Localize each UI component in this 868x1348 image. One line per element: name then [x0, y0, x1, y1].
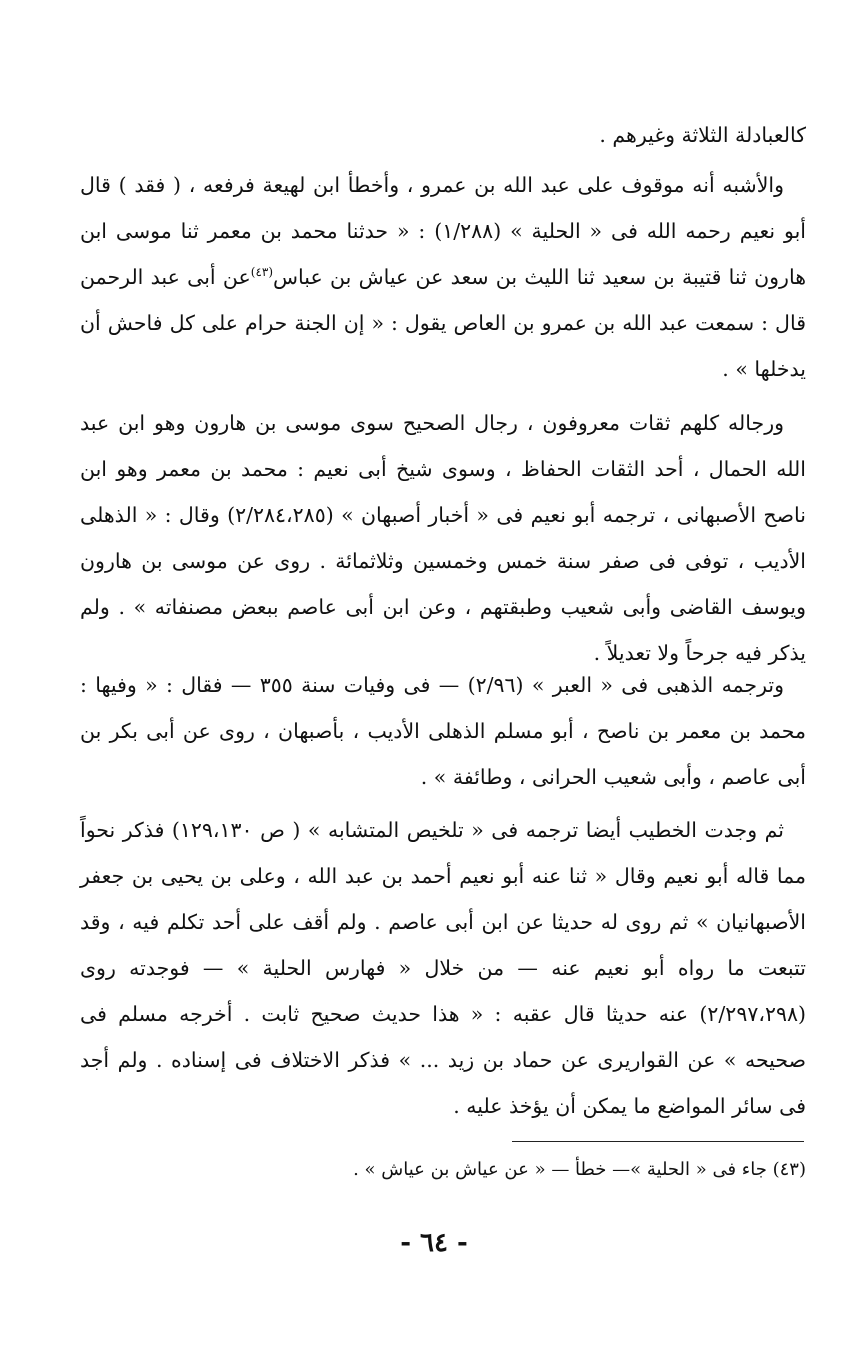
paragraph-3 [80, 662, 806, 800]
footnote: (٤٣) جاء فى « الحلية »— خطأ — « عن عياش بن عياش » . [353, 1159, 806, 1180]
paragraph-1 [80, 162, 806, 392]
page-number: - ٦٤ - [400, 1228, 468, 1258]
paragraph-2-text: ورجاله كلهم ثقات معروفون ، رجال الصحيح سوى موسى بن هارون وهو ابن عبد الله الحمال ، أحد الثقات الحفاظ ، وسوى شيخ أبى نعيم : محمد بن معمر وهو ابن ناصح الأصبهانى ، ترجمه أبو نعيم فى « أخبار أصبهان » (٢/٢٨٤،٢٨٥) وقال : « الذهلى الأديب ، توفى فى صفر سنة خمس وخمسين وثلاثمائة . روى عن موسى بن هارون ويوسف القاضى وأبى شعيب وطبقتهم ، وعن ابن أبى عاصم ببعض مصنفاته » . ولم يذكر فيه جرحاً ولا تعديلاً . [80, 411, 806, 665]
paragraph-3-text: وترجمه الذهبى فى « العبر » (٢/٩٦) — فى وفيات سنة ٣٥٥ — فقال : « وفيها : محمد بن معمر بن ناصح ، أبو مسلم الذهلى الأديب ، بأصبهان ، روى عن أبى بكر بن أبى عاصم ، وأبى شعيب الحرانى ، وطائفة » . [80, 673, 806, 789]
paragraph-continuation: كالعبادلة الثلاثة وغيرهم . [599, 123, 806, 147]
paragraph-1-text-a: والأشبه أنه موقوف على عبد الله بن عمرو ، وأخطأ ابن لهيعة فرفعه ، ( فقد ) قال أبو نعيم رحمه الله فى « الحلية » (١/٢٨٨) : « حدثنا محمد بن معمر ثنا موسى ابن هارون ثنا قتيبة بن سعيد ثنا الليث بن سعد عن عياش بن عباس [80, 173, 807, 289]
paragraph-4-text: ثم وجدت الخطيب أيضا ترجمه فى « تلخيص المتشابه » ( ص ١٢٩،١٣٠) فذكر نحواً مما قاله أبو نعيم وقال « ثنا عنه أبو نعيم أحمد بن عبد الله ، وعلى بن يحيى بن جعفر الأصبهانيان » ثم روى له حديثا عن ابن أبى عاصم . ولم أقف على أحد تكلم فيه ، وقد تتبعت ما رواه أبو نعيم عنه — من خلال « فهارس الحلية » — فوجدته روى (٢/٢٩٧،٢٩٨) عنه حديثا قال عقبه : « هذا حديث صحيح ثابت . أخرجه مسلم فى صحيحه » عن القواريرى عن حماد بن زيد ... » فذكر الاختلاف فى إسناده . ولم أجد فى سائر المواضع ما يمكن أن يؤخذ عليه . [80, 818, 806, 1118]
footnote-separator [512, 1141, 804, 1142]
paragraph-4 [80, 807, 806, 1129]
paragraph-2 [80, 400, 806, 676]
footnote-reference: (٤٣) [250, 265, 274, 280]
continuation-line [80, 112, 806, 158]
paragraph-1-text-b: عن أبى عبد الرحمن قال : سمعت عبد الله بن عمرو بن العاص يقول : « إن الجنة حرام على كل فاحش أن يدخلها » . [80, 265, 806, 381]
